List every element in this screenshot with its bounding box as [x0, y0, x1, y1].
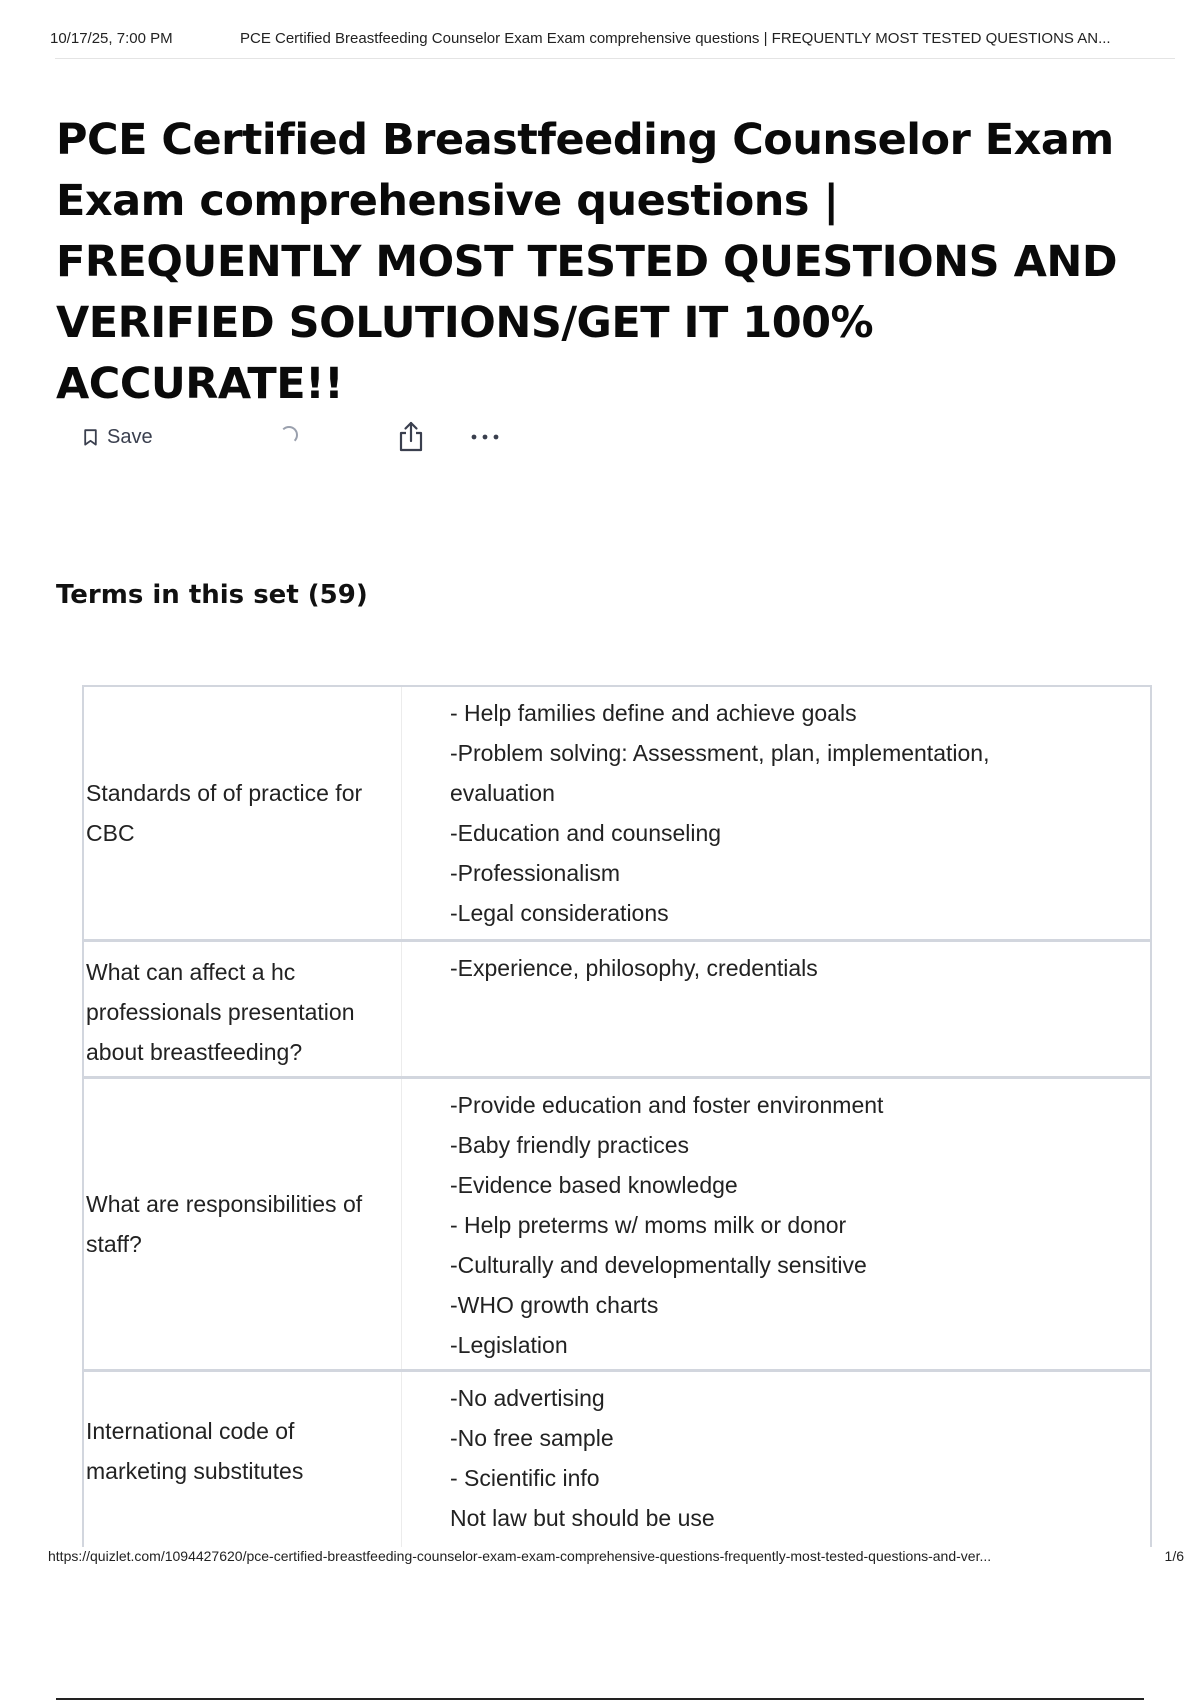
definition-line: -Professionalism [450, 860, 620, 886]
definition-cell [402, 687, 1150, 939]
print-date: 10/17/25, 7:00 PM [50, 30, 173, 47]
page-url: https://quizlet.com/1094427620/pce-certified-breastfeeding-counselor-exam-exam-comprehensive-questions-frequently-most-tested-questions-and-ver... [48, 1548, 992, 1564]
definition-line: -Education and counseling [450, 820, 722, 846]
definition-line: -WHO growth charts [450, 1292, 659, 1318]
term-cell: What are responsibilities of staff? [84, 1079, 402, 1369]
table-row[interactable] [84, 1372, 1150, 1547]
definition-line: evaluation [450, 780, 555, 806]
definition-line: -No free sample [450, 1425, 614, 1451]
terms-heading: Terms in this set (59) [56, 580, 368, 610]
bookmark-icon [84, 429, 97, 446]
header-divider [55, 58, 1175, 59]
more-icon[interactable] [468, 420, 502, 454]
definition-line: - Scientific info [450, 1465, 600, 1491]
print-doc-title: PCE Certified Breastfeeding Counselor Exam Exam comprehensive questions | FREQUENTLY MOST TESTED QUESTIONS AN... [240, 30, 1111, 47]
definition-line: -Problem solving: Assessment, plan, implementation, [450, 740, 990, 766]
print-footer [48, 1548, 1184, 1570]
definition-line: -Legislation [450, 1332, 568, 1358]
page-number: 1/6 [1164, 1548, 1184, 1564]
definition-cell [402, 942, 1150, 1076]
save-button[interactable] [84, 420, 153, 454]
save-label: Save [107, 425, 153, 448]
definition-cell [402, 1372, 1150, 1547]
spinner-icon [280, 426, 298, 444]
term-cell: Standards of of practice for CBC [84, 687, 402, 939]
definition-line: - Help preterms w/ moms milk or donor [450, 1212, 847, 1238]
definition-line: -Culturally and developmentally sensitive [450, 1252, 867, 1278]
table-row[interactable] [84, 942, 1150, 1079]
set-toolbar [84, 420, 524, 454]
definition-line: -Experience, philosophy, credentials [450, 955, 818, 981]
definition-line: -Legal considerations [450, 900, 669, 926]
definition-line: - Help families define and achieve goals [450, 700, 857, 726]
table-row[interactable] [84, 1079, 1150, 1372]
definition-cell [402, 1079, 1150, 1369]
print-header [50, 28, 1175, 50]
set-title: PCE Certified Breastfeeding Counselor Exam Exam comprehensive questions | FREQUENTLY MOST TESTED QUESTIONS AND VERIFIED SOLUTIONS/GET IT 100% ACCURATE!! [56, 115, 1118, 409]
terms-table [82, 685, 1152, 1547]
definition-line: Not law but should be use [450, 1505, 715, 1531]
table-row[interactable] [84, 687, 1150, 942]
definition-line: -Baby friendly practices [450, 1132, 690, 1158]
definition-line: -No advertising [450, 1385, 605, 1411]
definition-line: -Evidence based knowledge [450, 1172, 738, 1198]
term-cell: What can affect a hc professionals presentation about breastfeeding? [84, 942, 402, 1076]
term-cell: International code of marketing substitutes [84, 1372, 402, 1547]
share-icon[interactable] [396, 420, 426, 454]
definition-line: -Provide education and foster environment [450, 1092, 884, 1118]
